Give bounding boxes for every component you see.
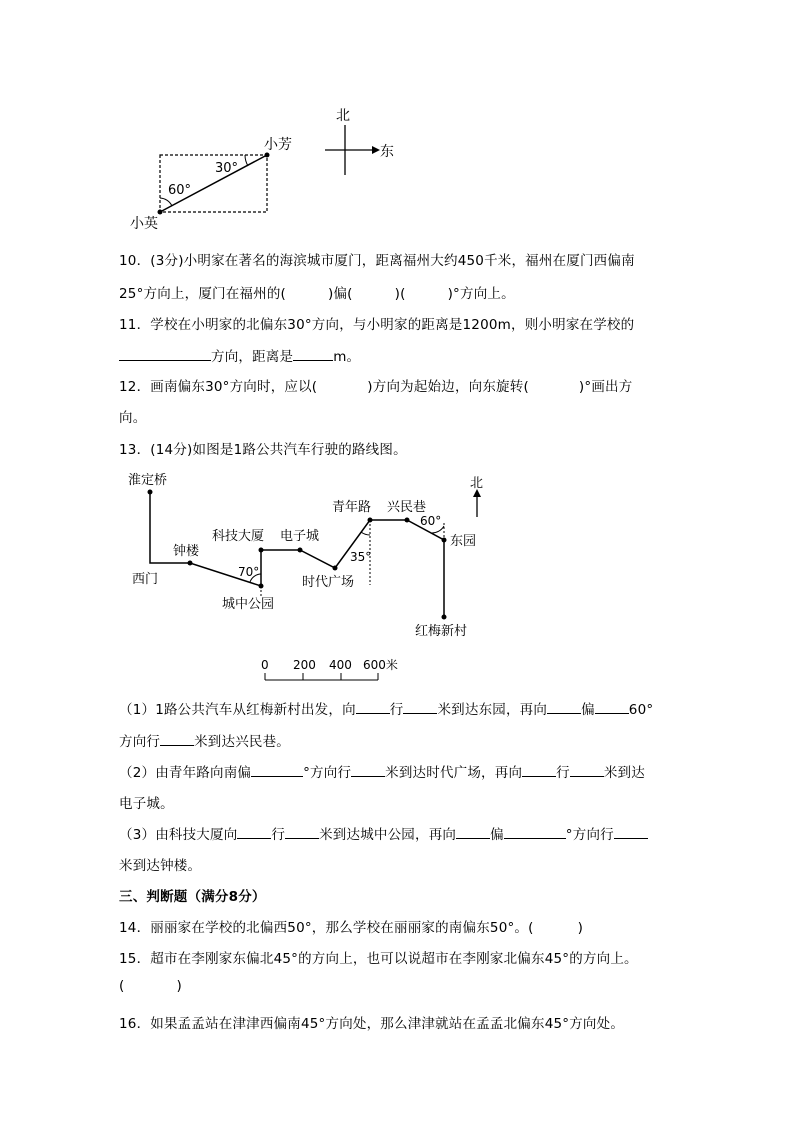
q12-text-a: 12．画南偏东30°方向时，应以( [119, 379, 318, 395]
q13-p1-blank-5[interactable] [160, 733, 194, 746]
label-70: 70° [238, 565, 260, 579]
q12-text-b: )方向为起始边，向东旋转( [367, 379, 529, 395]
q13-p1-text-f: 方向行 [119, 734, 161, 750]
label-60: 60° [168, 183, 192, 198]
stop-zhonglou [188, 561, 193, 566]
label-hongmeixincun: 红梅新村 [415, 624, 468, 639]
q13-p2-text-b: °方向行 [303, 765, 352, 781]
stop-xingminxiang [405, 518, 410, 523]
label-zhonglou: 钟楼 [173, 544, 200, 559]
q16-line1: 16．如果孟孟站在津津西偏南45°方向处，那么津津就站在孟孟北偏东45°方向处。 [119, 1016, 625, 1032]
q13-part3-line2: 米到达钟楼。 [119, 858, 202, 874]
stop-dongyuan [442, 538, 447, 543]
point-xiaofang [265, 153, 270, 158]
stop-huaidingqiao [148, 490, 153, 495]
stop-kejidasha [259, 548, 264, 553]
q13-p3-text-d: 偏 [490, 827, 504, 843]
q12-text-c: )°画出方 [578, 379, 633, 395]
q13-p3-blank-2[interactable] [285, 826, 319, 839]
q13-p1-text-d: 偏 [581, 702, 595, 718]
q13-p1-blank-2[interactable] [403, 701, 437, 714]
q15-text-a: ( [119, 978, 125, 994]
stop-hongmeixincun [442, 615, 447, 620]
scale-label-0: 0 [261, 658, 269, 672]
label-xingminxiang: 兴民巷 [387, 500, 427, 515]
label-kejidasha: 科技大厦 [212, 529, 265, 544]
q13-p3-text-b: 行 [271, 827, 286, 843]
label-35: 35° [350, 550, 372, 564]
scale-label-600: 600米 [363, 658, 398, 672]
label-huaidingqiao: 淮定桥 [128, 473, 168, 488]
q14-text-b: ) [577, 920, 584, 936]
label-qingnianlu: 青年路 [332, 500, 372, 515]
q13-p3-blank-4[interactable] [504, 826, 566, 839]
q15-line2 [119, 978, 182, 994]
q15-text-b: ) [176, 978, 182, 994]
q12-line1 [119, 375, 632, 395]
q13-p1-text-a: （1）1路公共汽车从红梅新村出发，向 [119, 702, 356, 718]
label-ximen: 西门 [132, 572, 159, 587]
label-30: 30° [215, 161, 239, 176]
scale-label-400: 400 [329, 658, 352, 672]
arc-35 [361, 532, 370, 535]
figure-direction-diagram [120, 100, 420, 235]
label-xiaoying: 小英 [130, 216, 158, 232]
q13-p2-blank-1[interactable] [251, 764, 303, 777]
q10-text-b: )偏( [328, 286, 353, 302]
q11-line1: 11．学校在小明家的北偏东30°方向，与小明家的距离是1200m，则小明家在学校的 [119, 317, 635, 333]
q13-p1-text-b: 行 [389, 702, 404, 718]
label-shidaiguangchang: 时代广场 [302, 575, 355, 590]
q10-line1: 10．(3分)小明家在著名的海滨城市厦门，距离福州大约450千米，福州在厦门西偏南 [119, 253, 635, 269]
q13-p1-blank-1[interactable] [356, 701, 390, 714]
q13-p2-text-a: （2）由青年路向南偏 [119, 765, 252, 781]
q11-text-a: 方向，距离是 [211, 349, 294, 365]
q10-text-a: 25°方向上，厦门在福州的( [119, 286, 286, 302]
q12-line2: 向。 [119, 410, 147, 426]
q13-part1-line2 [119, 730, 290, 750]
q13-p3-blank-5[interactable] [614, 826, 648, 839]
q13-p2-text-e: 米到达 [603, 765, 645, 781]
q13-p2-blank-3[interactable] [522, 764, 556, 777]
label-60-map: 60° [420, 514, 442, 528]
q11-line2 [119, 345, 360, 365]
stop-shidaiguangchang [333, 566, 338, 571]
q13-line1: 13．(14分)如图是1路公共汽车行驶的路线图。 [119, 442, 407, 458]
figure-bus-route-map [120, 465, 620, 690]
q13-p1-blank-4[interactable] [595, 701, 629, 714]
q13-p3-text-c: 米到达城中公园，再向 [319, 827, 457, 843]
q13-p1-text-c: 米到达东园，再向 [437, 702, 548, 718]
label-chengzhonggongyuan: 城中公园 [222, 597, 275, 612]
stop-qingnianlu [368, 518, 373, 523]
q13-p2-blank-2[interactable] [351, 764, 385, 777]
label-dongyuan: 东园 [450, 534, 477, 549]
q14-text-a: 14．丽丽家在学校的北偏西50°，那么学校在丽丽家的南偏东50°。( [119, 920, 534, 936]
section3-heading: 三、判断题（满分8分） [119, 889, 266, 905]
label-north: 北 [336, 108, 350, 124]
q13-p3-blank-1[interactable] [237, 826, 271, 839]
q15-line1: 15．超市在李刚家东偏北45°的方向上，也可以说超市在李刚家北偏东45°的方向上。 [119, 951, 638, 967]
q13-p1-text-e: 60° [628, 702, 654, 718]
q14-line [119, 916, 583, 936]
q13-p1-blank-3[interactable] [547, 701, 581, 714]
q13-p3-text-a: （3）由科技大厦向 [119, 827, 238, 843]
q10-line2 [119, 282, 515, 302]
point-xiaoying [158, 210, 163, 215]
q11-blank-direction[interactable] [119, 348, 211, 361]
q10-text-c: )( [394, 286, 406, 302]
label-dianzicheng: 电子城 [280, 529, 320, 544]
q13-p1-text-g: 米到达兴民巷。 [194, 734, 291, 750]
arc-60 [160, 198, 172, 206]
q13-p2-blank-4[interactable] [570, 764, 604, 777]
label-xiaofang: 小芳 [264, 137, 292, 153]
stop-chengzhonggongyuan [259, 584, 264, 589]
q13-part2-line2: 电子城。 [119, 796, 174, 812]
q13-p2-text-d: 行 [556, 765, 570, 781]
east-arrow-icon [372, 146, 380, 154]
label-map-north: 北 [470, 476, 484, 491]
q11-text-b: m。 [333, 349, 361, 365]
scale-label-200: 200 [293, 658, 316, 672]
q13-part3-line1 [119, 823, 648, 843]
q13-p3-blank-3[interactable] [456, 826, 490, 839]
q11-blank-distance[interactable] [293, 348, 333, 361]
label-east: 东 [380, 144, 394, 160]
arc-30 [245, 155, 248, 166]
q13-p2-text-c: 米到达时代广场，再向 [385, 765, 523, 781]
q13-part2-line1 [119, 761, 645, 781]
q10-text-d: )°方向上。 [447, 286, 515, 302]
q13-part1-line1 [119, 698, 653, 718]
stop-dianzicheng [298, 548, 303, 553]
q13-p3-text-e: °方向行 [565, 827, 614, 843]
